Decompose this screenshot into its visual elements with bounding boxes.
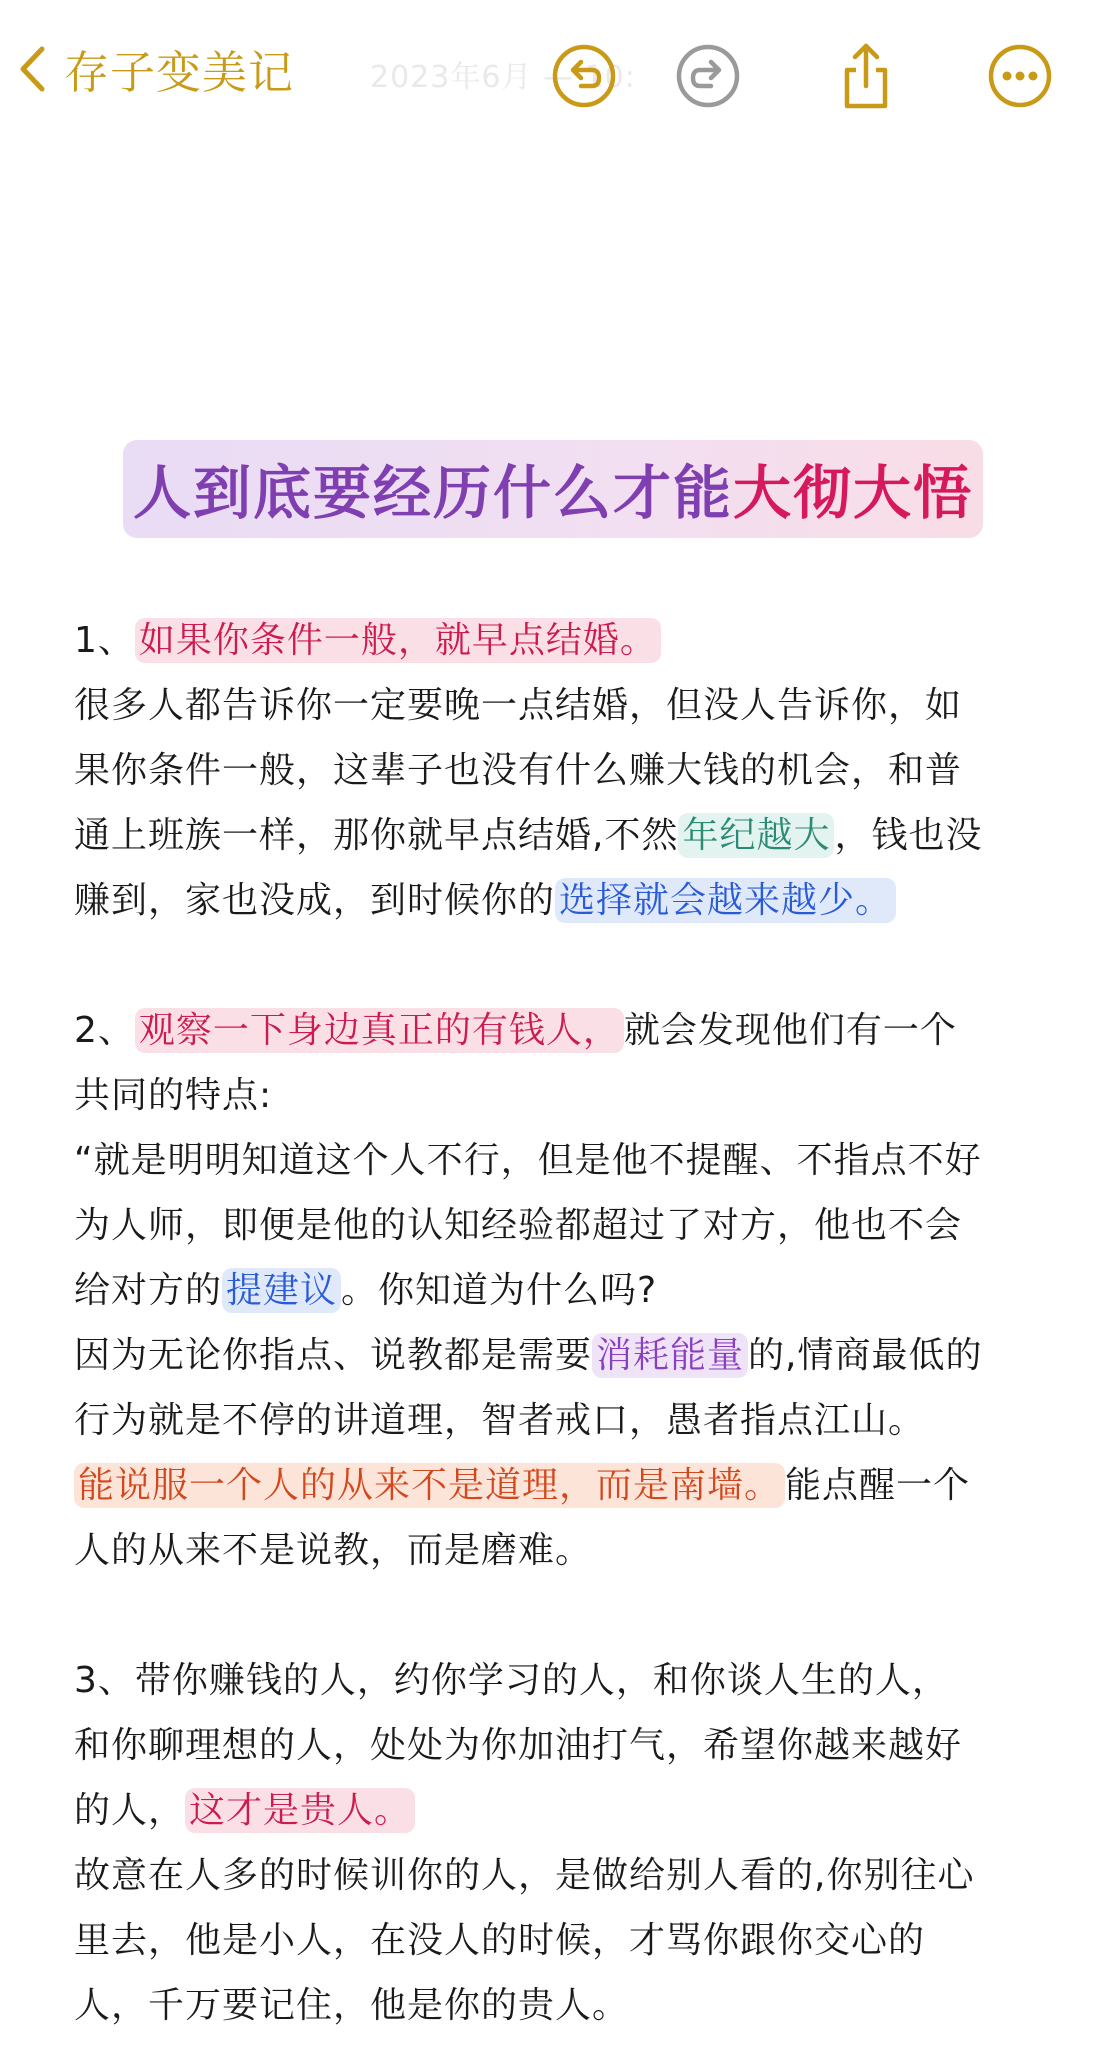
- s2-line-9: 人的从来不是说教，而是磨难。: [74, 1530, 593, 1571]
- navigation-bar: [0, 0, 1106, 150]
- s2-line-4: 为人师，即便是他的认知经验都超过了对方，他也不会: [74, 1205, 963, 1246]
- note-date: 2023年6月 — 10:: [370, 60, 636, 95]
- s2-line-6-pre: 因为无论你指点、说教都是需要: [74, 1335, 593, 1376]
- note-title: [123, 440, 983, 538]
- s2-highlight-heading: 观察一下身边真正的有钱人，: [135, 1008, 624, 1053]
- s2-highlight-advice: 提建议: [222, 1268, 341, 1313]
- more-icon: [984, 40, 1056, 112]
- s2-line-6: [74, 1323, 1044, 1388]
- s1-number: 1、: [74, 620, 135, 661]
- share-icon: [830, 40, 902, 112]
- s1-highlight-choices: 选择就会越来越少。: [555, 878, 896, 923]
- s2-line-6-post: 的,情商最低的: [748, 1335, 983, 1376]
- s1-line-5: [74, 868, 1044, 933]
- s2-line-5-post: 。你知道为什么吗?: [341, 1270, 658, 1311]
- paragraph-gap: [74, 1583, 1044, 1648]
- paragraph-gap: [74, 933, 1044, 998]
- chevron-left-icon: [18, 45, 46, 93]
- back-label: 存子变美记: [64, 46, 295, 99]
- s2-highlight-energy: 消耗能量: [592, 1333, 748, 1378]
- back-button[interactable]: [18, 36, 294, 101]
- note-title-part2: 大彻大悟: [733, 459, 974, 527]
- undo-icon: [548, 40, 620, 112]
- s2-line-1-post: 就会发现他们有一个: [623, 1010, 957, 1051]
- s1-line-5-pre: 赚到，家也没成，到时候你的: [74, 880, 556, 921]
- s1-highlight-heading: 如果你条件一般，就早点结婚。: [135, 618, 661, 663]
- note-title-part1: 人到底要经历什么才能: [132, 459, 733, 527]
- s2-number: 2、: [74, 1010, 135, 1051]
- s3-line-1: 3、带你赚钱的人，约你学习的人，和你谈人生的人，: [74, 1660, 949, 1701]
- redo-button[interactable]: [672, 40, 744, 112]
- s1-line-4: [74, 803, 1044, 868]
- s3-line-3-pre: 的人，: [74, 1790, 186, 1831]
- s2-highlight-wall: 能说服一个人的从来不是道理，而是南墙。: [74, 1463, 785, 1508]
- s3-line-5: 里去，他是小人，在没人的时候，才骂你跟你交心的: [74, 1920, 926, 1961]
- s1-line-4-pre: 通上班族一样，那你就早点结婚,不然: [74, 815, 679, 856]
- s2-line-5-pre: 给对方的: [74, 1270, 223, 1311]
- note-title-wrap: [0, 440, 1106, 538]
- more-button[interactable]: [984, 40, 1056, 112]
- s1-line-2: 很多人都告诉你一定要晚一点结婚，但没人告诉你，如: [74, 685, 963, 726]
- s2-line-8: [74, 1453, 1044, 1518]
- s2-line-5: [74, 1258, 1044, 1323]
- s1-line-4-post: ，钱也没: [834, 815, 983, 856]
- redo-icon: [672, 40, 744, 112]
- s3-line-4: 故意在人多的时候训你的人，是做给别人看的,你别往心: [74, 1855, 975, 1896]
- s2-line-7: 行为就是不停的讲道理，智者戒口，愚者指点江山。: [74, 1400, 926, 1441]
- undo-button[interactable]: [548, 40, 620, 112]
- s1-line-1: [74, 608, 1044, 673]
- note-body[interactable]: [74, 608, 1044, 2038]
- s3-highlight-benefactor: 这才是贵人。: [185, 1788, 415, 1833]
- s1-highlight-age: 年纪越大: [678, 813, 834, 858]
- s2-line-8-post: 能点醒一个: [785, 1465, 971, 1506]
- s1-line-3: 果你条件一般，这辈子也没有什么赚大钱的机会，和普: [74, 750, 963, 791]
- s2-line-3: “就是明明知道这个人不行，但是他不提醒、不指点不好: [74, 1140, 982, 1181]
- s2-line-1: [74, 998, 1044, 1063]
- share-button[interactable]: [830, 40, 902, 112]
- s2-line-2: 共同的特点:: [74, 1075, 273, 1116]
- s3-line-3: [74, 1778, 1044, 1843]
- s3-line-2: 和你聊理想的人，处处为你加油打气，希望你越来越好: [74, 1725, 963, 1766]
- s3-line-6: 人，千万要记住，他是你的贵人。: [74, 1985, 630, 2026]
